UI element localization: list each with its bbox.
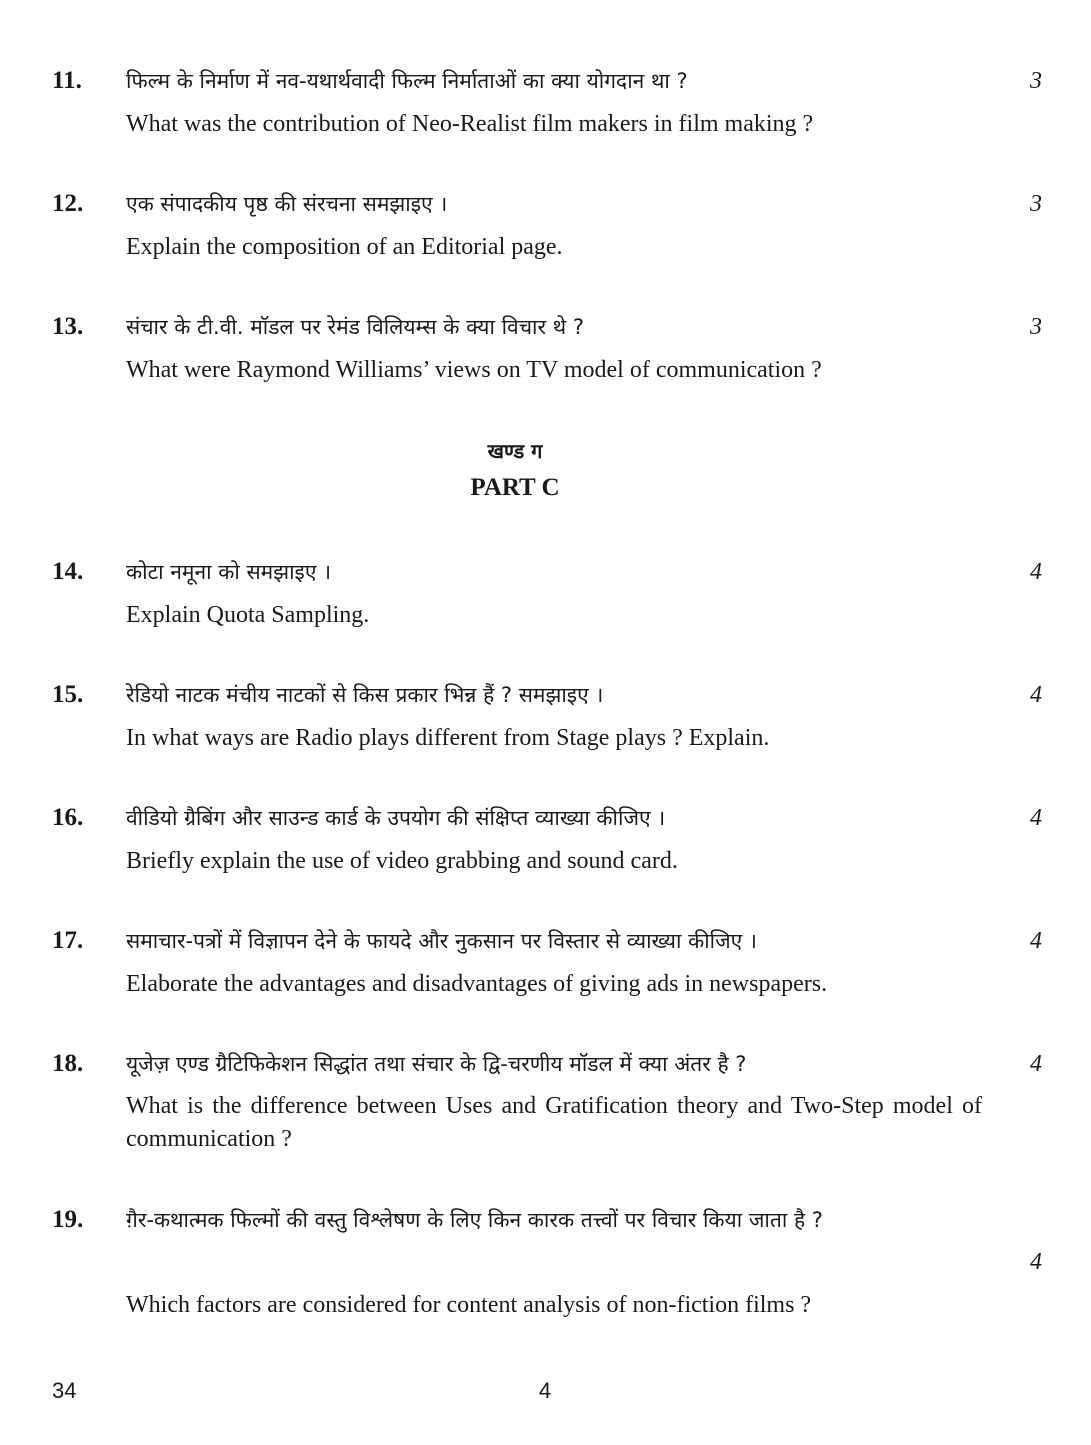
question-number: 18. <box>52 1050 84 1077</box>
question-number: 13. <box>52 313 84 340</box>
question-text-hindi: कोटा नमूना को समझाइए । <box>126 560 332 584</box>
question-marks: 3 <box>1030 191 1042 217</box>
question-number: 14. <box>52 558 84 585</box>
question-text-english: Explain the composition of an Editorial page. <box>126 234 563 260</box>
question-number: 16. <box>52 804 84 831</box>
question-text-english: Explain Quota Sampling. <box>126 602 370 628</box>
question-number: 19. <box>52 1206 84 1233</box>
question-text-hindi: संचार के टी.वी. मॉडल पर रेमंड विलियम्स के क्या विचार थे ? <box>126 315 584 339</box>
question-text-english: Briefly explain the use of video grabbing and sound card. <box>126 848 678 874</box>
question-number: 12. <box>52 190 84 217</box>
question-number: 11. <box>52 67 82 94</box>
question-text-english: In what ways are Radio plays different from Stage plays ? Explain. <box>126 725 770 751</box>
question-text-hindi: यूजेज़ एण्ड ग्रैटिफिकेशन सिद्धांत तथा संचार के द्वि-चरणीय मॉडल में क्या अंतर है ? <box>126 1052 747 1076</box>
question-marks: 4 <box>1030 928 1042 954</box>
paper-code: 34 <box>52 1378 77 1403</box>
section-title-english: PART C <box>470 474 560 501</box>
section-title-hindi: खण्ड ग <box>487 439 543 463</box>
question-text-hindi: फिल्म के निर्माण में नव-यथार्थवादी फिल्म निर्माताओं का क्या योगदान था ? <box>126 69 688 93</box>
page-number: 4 <box>538 1378 552 1403</box>
question-marks: 4 <box>1030 559 1042 585</box>
question-marks: 3 <box>1030 314 1042 340</box>
question-marks: 4 <box>1030 682 1042 708</box>
question-marks: 4 <box>1030 1249 1042 1275</box>
question-text-hindi: एक संपादकीय पृष्ठ की संरचना समझाइए । <box>126 192 448 216</box>
question-text-hindi: समाचार-पत्रों में विज्ञापन देने के फायदे और नुकसान पर विस्तार से व्याख्या कीजिए । <box>126 929 757 953</box>
question-marks: 4 <box>1030 805 1042 831</box>
question-text-english: What was the contribution of Neo-Realist film makers in film making ? <box>126 111 814 137</box>
question-text-hindi: ग़ैर-कथात्मक फिल्मों की वस्तु विश्लेषण के लिए किन कारक तत्त्वों पर विचार किया जाता है ? <box>126 1208 823 1232</box>
question-text-english: What is the difference between Uses and Gratification theory and Two-Step model of communication ? <box>126 1093 982 1152</box>
question-number: 15. <box>52 681 84 708</box>
question-number: 17. <box>52 927 84 954</box>
question-marks: 3 <box>1030 68 1042 94</box>
question-text-hindi: रेडियो नाटक मंचीय नाटकों से किस प्रकार भिन्न हैं ? समझाइए । <box>126 683 604 707</box>
question-text-english: Which factors are considered for content analysis of non-fiction films ? <box>126 1292 812 1318</box>
question-text-english: Elaborate the advantages and disadvantages of giving ads in newspapers. <box>126 971 828 997</box>
question-marks: 4 <box>1030 1051 1042 1077</box>
question-text-english: What were Raymond Williams’ views on TV model of communication ? <box>126 357 822 383</box>
question-text-hindi: वीडियो ग्रैबिंग और साउन्ड कार्ड के उपयोग की संक्षिप्त व्याख्या कीजिए । <box>126 806 666 830</box>
